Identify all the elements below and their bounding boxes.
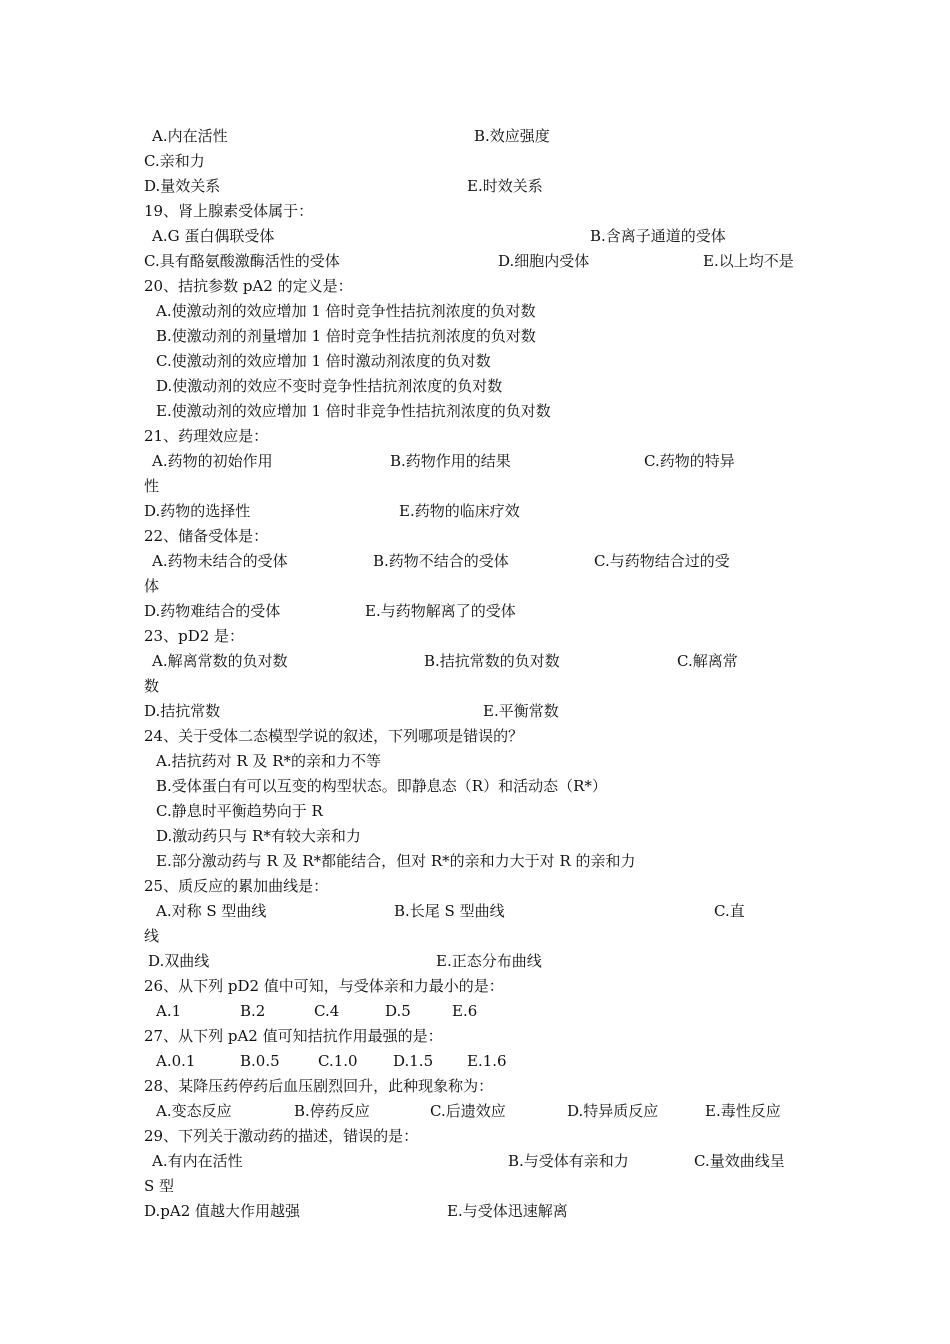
- text-run: 26、从下列 pD2 值中可知，与受体亲和力最小的是：: [144, 977, 504, 995]
- text-run: E.药物的临床疗效: [399, 502, 520, 520]
- text-run: E.部分激动药与 R 及 R*都能结合，但对 R*的亲和力大于对 R 的亲和力: [156, 852, 636, 870]
- text-line: [0, 749, 950, 773]
- text-run: A.拮抗药对 R 及 R*的亲和力不等: [156, 752, 381, 770]
- text-run: B.药物作用的结果: [390, 452, 511, 470]
- text-run: C.具有酪氨酸激酶活性的受体: [144, 252, 340, 270]
- text-line: [0, 1174, 950, 1198]
- text-run: E.6: [452, 1002, 478, 1020]
- text-run: 25、质反应的累加曲线是：: [144, 877, 329, 895]
- text-run: E.使激动剂的效应增加 1 倍时非竞争性拮抗剂浓度的负对数: [156, 402, 551, 420]
- text-line: [0, 999, 950, 1023]
- text-run: A.0.1: [156, 1052, 196, 1070]
- text-run: 数: [144, 677, 160, 695]
- text-line: [0, 1124, 950, 1148]
- text-line: [0, 1024, 950, 1048]
- text-run: C.4: [314, 1002, 340, 1020]
- text-line: [0, 374, 950, 398]
- text-run: B.0.5: [240, 1052, 280, 1070]
- text-run: B.长尾 S 型曲线: [394, 902, 505, 920]
- text-run: D.细胞内受体: [498, 252, 590, 270]
- text-line: [0, 399, 950, 423]
- text-line: [0, 549, 950, 573]
- text-run: 线: [144, 927, 160, 945]
- text-line: [0, 449, 950, 473]
- text-run: A.药物未结合的受体: [152, 552, 288, 570]
- text-line: [0, 924, 950, 948]
- text-run: S 型: [144, 1177, 175, 1195]
- text-run: C.解离常: [677, 652, 738, 670]
- text-run: B.2: [240, 1002, 266, 1020]
- text-run: B.停药反应: [294, 1102, 370, 1120]
- text-line: [0, 474, 950, 498]
- text-run: D.量效关系: [144, 177, 221, 195]
- text-run: B.含离子通道的受体: [590, 227, 726, 245]
- text-run: E.毒性反应: [705, 1102, 781, 1120]
- text-run: C.药物的特异: [644, 452, 735, 470]
- text-line: [0, 574, 950, 598]
- text-run: B.使激动剂的剂量增加 1 倍时竞争性拮抗剂浓度的负对数: [156, 327, 536, 345]
- text-line: [0, 699, 950, 723]
- text-run: 19、肾上腺素受体属于：: [144, 202, 314, 220]
- text-line: [0, 899, 950, 923]
- text-run: 28、某降压药停药后血压剧烈回升，此种现象称为：: [144, 1077, 494, 1095]
- text-run: E.与药物解离了的受体: [365, 602, 516, 620]
- text-line: [0, 324, 950, 348]
- text-line: [0, 174, 950, 198]
- text-run: A.G 蛋白偶联受体: [152, 227, 275, 245]
- text-run: 性: [144, 477, 160, 495]
- text-line: [0, 299, 950, 323]
- text-run: C.与药物结合过的受: [594, 552, 730, 570]
- text-line: [0, 149, 950, 173]
- text-run: A.变态反应: [156, 1102, 232, 1120]
- text-run: A.解离常数的负对数: [152, 652, 288, 670]
- text-run: D.5: [385, 1002, 411, 1020]
- text-run: D.特异质反应: [567, 1102, 659, 1120]
- text-line: [0, 824, 950, 848]
- text-run: E.正态分布曲线: [436, 952, 542, 970]
- text-line: [0, 349, 950, 373]
- text-run: C.静息时平衡趋势向于 R: [156, 802, 323, 820]
- text-line: [0, 1099, 950, 1123]
- text-line: [0, 774, 950, 798]
- text-run: 23、pD2 是：: [144, 627, 245, 645]
- text-line: [0, 499, 950, 523]
- text-run: A.药物的初始作用: [152, 452, 273, 470]
- text-line: [0, 249, 950, 273]
- text-run: C.亲和力: [144, 152, 205, 170]
- text-run: E.以上均不是: [703, 252, 794, 270]
- text-line: [0, 649, 950, 673]
- text-run: D.药物难结合的受体: [144, 602, 281, 620]
- text-line: [0, 874, 950, 898]
- text-run: E.1.6: [467, 1052, 507, 1070]
- text-line: [0, 799, 950, 823]
- text-run: D.使激动剂的效应不变时竞争性拮抗剂浓度的负对数: [156, 377, 503, 395]
- text-line: [0, 974, 950, 998]
- text-run: D.pA2 值越大作用越强: [144, 1202, 301, 1220]
- text-line: [0, 1049, 950, 1073]
- text-run: 21、药理效应是：: [144, 427, 269, 445]
- text-line: [0, 1149, 950, 1173]
- text-run: C.1.0: [318, 1052, 358, 1070]
- text-line: [0, 624, 950, 648]
- text-run: B.拮抗常数的负对数: [424, 652, 560, 670]
- text-run: A.1: [156, 1002, 182, 1020]
- text-run: D.药物的选择性: [144, 502, 251, 520]
- text-run: B.药物不结合的受体: [373, 552, 509, 570]
- text-run: E.与受体迅速解离: [447, 1202, 568, 1220]
- text-run: B.效应强度: [474, 127, 550, 145]
- text-run: A.内在活性: [152, 127, 228, 145]
- text-run: C.直: [714, 902, 745, 920]
- text-line: [0, 199, 950, 223]
- text-run: 24、关于受体二态模型学说的叙述，下列哪项是错误的？: [144, 727, 524, 745]
- text-run: B.与受体有亲和力: [508, 1152, 629, 1170]
- text-line: [0, 224, 950, 248]
- text-run: A.对称 S 型曲线: [156, 902, 267, 920]
- text-line: [0, 724, 950, 748]
- text-run: 29、下列关于激动药的描述，错误的是：: [144, 1127, 419, 1145]
- text-run: B.受体蛋白有可以互变的构型状态。即静息态（R）和活动态（R*）: [156, 777, 607, 795]
- text-line: [0, 599, 950, 623]
- text-run: D.双曲线: [148, 952, 210, 970]
- text-run: 22、储备受体是：: [144, 527, 269, 545]
- text-run: C.后遗效应: [430, 1102, 506, 1120]
- text-run: E.平衡常数: [483, 702, 559, 720]
- text-run: A.有内在活性: [152, 1152, 243, 1170]
- text-line: [0, 424, 950, 448]
- text-line: [0, 849, 950, 873]
- text-line: [0, 274, 950, 298]
- text-run: D.激动药只与 R*有较大亲和力: [156, 827, 361, 845]
- text-line: [0, 674, 950, 698]
- text-run: C.量效曲线呈: [694, 1152, 785, 1170]
- text-line: [0, 1074, 950, 1098]
- text-run: 27、从下列 pA2 值可知拮抗作用最强的是：: [144, 1027, 443, 1045]
- text-run: 20、拮抗参数 pA2 的定义是：: [144, 277, 353, 295]
- text-run: E.时效关系: [467, 177, 543, 195]
- text-run: C.使激动剂的效应增加 1 倍时激动剂浓度的负对数: [156, 352, 491, 370]
- text-line: [0, 949, 950, 973]
- text-run: 体: [144, 577, 160, 595]
- text-line: [0, 1199, 950, 1223]
- text-run: D.拮抗常数: [144, 702, 221, 720]
- text-line: [0, 524, 950, 548]
- text-line: [0, 124, 950, 148]
- text-run: D.1.5: [393, 1052, 434, 1070]
- text-run: A.使激动剂的效应增加 1 倍时竞争性拮抗剂浓度的负对数: [156, 302, 536, 320]
